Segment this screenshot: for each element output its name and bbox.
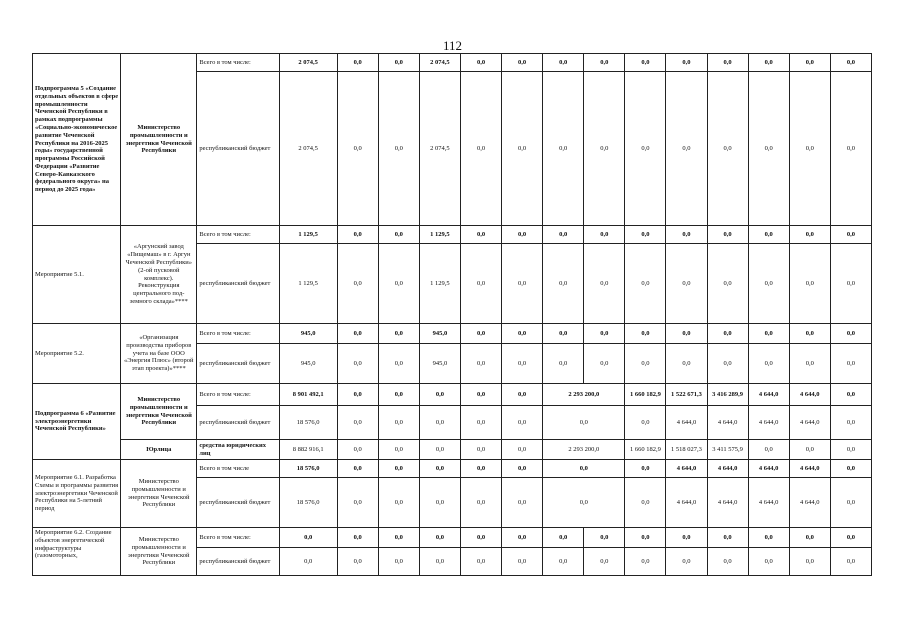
amount-cell: 0,0 [337,244,378,324]
amount-cell: 0,0 [460,324,501,344]
amount-cell: 0,0 [502,548,543,576]
amount-cell: 3 416 289,9 [707,384,748,406]
amount-cell: 0,0 [502,460,543,478]
amount-cell: 0,0 [460,406,501,440]
amount-cell: 0,0 [460,226,501,244]
amount-cell: 0,0 [543,478,625,528]
source-label: республиканский бюджет [197,406,279,440]
amount-cell: 1 522 671,3 [666,384,707,406]
amount-cell: 0,0 [502,226,543,244]
amount-cell: 0,0 [543,324,584,344]
amount-cell: 0,0 [460,384,501,406]
amount-cell: 945,0 [419,324,460,344]
table-row [33,384,872,406]
amount-cell: 0,0 [625,72,666,226]
amount-cell: 0,0 [543,528,584,548]
amount-cell: 0,0 [707,54,748,72]
amount-cell: 0,0 [337,406,378,440]
amount-cell: 0,0 [584,344,625,384]
table-row [33,324,872,344]
amount-cell: 3 411 575,9 [707,440,748,460]
amount-cell: 0,0 [543,72,584,226]
source-label: средства юридических лиц [197,440,279,460]
amount-cell: 0,0 [337,72,378,226]
amount-cell: 0,0 [707,344,748,384]
table-row [33,440,872,460]
amount-cell: 4 644,0 [666,478,707,528]
amount-cell: 1 660 182,9 [625,384,666,406]
amount-cell: 0,0 [625,54,666,72]
activity-6-1-responsible: Министерство промышленности и энергетики Чеченской Республики [121,460,197,528]
amount-cell: 0,0 [543,344,584,384]
amount-cell: 0,0 [748,440,789,460]
amount-cell: 18 576,0 [279,478,337,528]
source-label: республиканский бюджет [197,548,279,576]
amount-cell: 0,0 [625,548,666,576]
amount-cell: 0,0 [543,226,584,244]
amount-cell: 1 129,5 [419,244,460,324]
table-row [33,54,872,72]
amount-cell: 0,0 [830,244,871,324]
amount-cell: 0,0 [789,344,830,384]
amount-cell: 1 129,5 [279,226,337,244]
activity-5-2-object: «Организация производства приборов учета на базе ООО «Энергия Плюс» (второй этап проекта)»**** [121,324,197,384]
amount-cell: 0,0 [378,54,419,72]
amount-cell: 0,0 [748,72,789,226]
amount-cell: 0,0 [748,244,789,324]
source-label: Всего в том числе: [197,54,279,72]
amount-cell: 0,0 [337,54,378,72]
amount-cell: 0,0 [789,72,830,226]
amount-cell: 0,0 [830,344,871,384]
source-label: Всего в том числе: [197,324,279,344]
amount-cell: 0,0 [419,384,460,406]
amount-cell: 0,0 [789,324,830,344]
source-label: республиканский бюджет [197,344,279,384]
amount-cell: 0,0 [625,460,666,478]
amount-cell: 18 576,0 [279,460,337,478]
amount-cell: 0,0 [666,324,707,344]
amount-cell: 0,0 [460,344,501,384]
amount-cell: 0,0 [378,384,419,406]
source-label: Всего в том числе: [197,528,279,548]
amount-cell: 4 644,0 [789,478,830,528]
amount-cell: 0,0 [584,226,625,244]
amount-cell: 0,0 [460,244,501,324]
amount-cell: 2 074,5 [279,72,337,226]
amount-cell: 0,0 [337,548,378,576]
amount-cell: 0,0 [460,460,501,478]
amount-cell: 0,0 [625,324,666,344]
amount-cell: 0,0 [830,54,871,72]
legal-entities-label: Юрлица [121,440,197,460]
amount-cell: 0,0 [584,324,625,344]
amount-cell: 0,0 [378,548,419,576]
amount-cell: 0,0 [419,528,460,548]
activity-5-1-name: Мероприятие 5.1. [33,226,121,324]
amount-cell: 8 901 492,1 [279,384,337,406]
amount-cell: 0,0 [337,344,378,384]
amount-cell: 4 644,0 [789,384,830,406]
amount-cell: 0,0 [378,344,419,384]
amount-cell: 0,0 [460,54,501,72]
source-label: республиканский бюджет [197,478,279,528]
amount-cell: 0,0 [543,406,625,440]
amount-cell: 0,0 [789,548,830,576]
amount-cell: 0,0 [378,478,419,528]
amount-cell: 2 074,5 [419,72,460,226]
amount-cell: 0,0 [830,406,871,440]
amount-cell: 0,0 [625,528,666,548]
source-label: республиканский бюджет [197,72,279,226]
amount-cell: 0,0 [584,244,625,324]
activity-6-1-name: Мероприятие 6.1. Разработка Схемы и программы развития электроэнергетики Чеченской Республики на 5-летний период [33,460,121,528]
amount-cell: 0,0 [666,344,707,384]
amount-cell: 0,0 [543,244,584,324]
amount-cell: 0,0 [789,244,830,324]
amount-cell: 2 293 200,0 [543,384,625,406]
amount-cell: 0,0 [460,478,501,528]
table-row [33,460,872,478]
amount-cell: 1 518 027,3 [666,440,707,460]
amount-cell: 0,0 [460,548,501,576]
amount-cell: 0,0 [748,324,789,344]
amount-cell: 0,0 [625,478,666,528]
amount-cell: 0,0 [337,226,378,244]
amount-cell: 2 074,5 [419,54,460,72]
source-label: Всего в том числе [197,460,279,478]
amount-cell: 0,0 [584,528,625,548]
amount-cell: 0,0 [707,226,748,244]
amount-cell: 0,0 [748,548,789,576]
amount-cell: 0,0 [789,440,830,460]
amount-cell: 0,0 [666,528,707,548]
amount-cell: 1 129,5 [419,226,460,244]
amount-cell: 0,0 [378,226,419,244]
amount-cell: 0,0 [378,406,419,440]
amount-cell: 0,0 [625,344,666,384]
amount-cell: 4 644,0 [707,478,748,528]
amount-cell: 0,0 [502,406,543,440]
amount-cell: 0,0 [830,460,871,478]
amount-cell: 0,0 [419,460,460,478]
amount-cell: 0,0 [666,548,707,576]
amount-cell: 0,0 [789,54,830,72]
amount-cell: 0,0 [337,324,378,344]
subprogram-6-responsible: Министерство промышленности и энергетики Чеченской Республики [121,384,197,440]
amount-cell: 4 644,0 [748,384,789,406]
amount-cell: 0,0 [830,440,871,460]
amount-cell: 0,0 [707,528,748,548]
amount-cell: 0,0 [378,72,419,226]
amount-cell: 0,0 [707,244,748,324]
amount-cell: 0,0 [543,460,625,478]
amount-cell: 0,0 [502,72,543,226]
source-label: Всего в том числе: [197,384,279,406]
amount-cell: 4 644,0 [666,406,707,440]
amount-cell: 0,0 [419,548,460,576]
amount-cell: 0,0 [830,548,871,576]
amount-cell: 18 576,0 [279,406,337,440]
amount-cell: 0,0 [830,384,871,406]
amount-cell: 0,0 [789,226,830,244]
amount-cell: 0,0 [378,528,419,548]
activity-5-1-object: «Аргунский завод «Пищемаш» в г. Аргун Чеченской Республики» (2-ой пусковой комплекс). Реконструкция центрального под-земного склада»**** [121,226,197,324]
amount-cell: 945,0 [279,324,337,344]
amount-cell: 0,0 [789,528,830,548]
amount-cell: 0,0 [502,244,543,324]
amount-cell: 0,0 [337,384,378,406]
amount-cell: 0,0 [419,440,460,460]
amount-cell: 0,0 [584,548,625,576]
amount-cell: 0,0 [748,344,789,384]
amount-cell: 0,0 [830,478,871,528]
amount-cell: 0,0 [830,528,871,548]
amount-cell: 0,0 [378,440,419,460]
amount-cell: 0,0 [419,406,460,440]
amount-cell: 0,0 [337,478,378,528]
amount-cell: 0,0 [830,226,871,244]
budget-table [32,53,872,576]
amount-cell: 1 660 182,9 [625,440,666,460]
amount-cell: 0,0 [460,72,501,226]
amount-cell: 0,0 [625,226,666,244]
amount-cell: 0,0 [502,324,543,344]
amount-cell: 4 644,0 [789,460,830,478]
amount-cell: 0,0 [707,548,748,576]
amount-cell: 0,0 [584,72,625,226]
amount-cell: 0,0 [625,406,666,440]
amount-cell: 0,0 [502,440,543,460]
amount-cell: 0,0 [279,528,337,548]
source-label: Всего в том числе: [197,226,279,244]
table-row [33,528,872,548]
activity-6-2-responsible: Министерство промышленности и энергетики Чеченской Республики [121,528,197,576]
amount-cell: 0,0 [748,226,789,244]
activity-5-2-name: Мероприятие 5.2. [33,324,121,384]
subprogram-5-responsible: Министерство промышленности и энергетики Чеченской Республики [121,54,197,226]
amount-cell: 0,0 [666,226,707,244]
amount-cell: 0,0 [707,72,748,226]
amount-cell: 0,0 [748,528,789,548]
amount-cell: 4 644,0 [748,406,789,440]
page-number: 112 [442,38,463,53]
activity-6-2-name: Мероприятие 6.2. Создание объектов энергетической инфраструктуры (газомоторных, [33,528,121,576]
amount-cell: 0,0 [543,548,584,576]
amount-cell: 0,0 [378,244,419,324]
amount-cell: 0,0 [460,528,501,548]
amount-cell: 4 644,0 [707,406,748,440]
subprogram-6-name: Подпрограмма 6 «Развитие электроэнергетики Чеченской Республики» [33,384,121,460]
amount-cell: 0,0 [460,440,501,460]
amount-cell: 0,0 [543,54,584,72]
amount-cell: 0,0 [502,478,543,528]
amount-cell: 0,0 [502,344,543,384]
amount-cell: 0,0 [502,54,543,72]
amount-cell: 0,0 [748,54,789,72]
subprogram-5-name: Подпрограмма 5 «Создание отдельных объектов в сфере промышленности Чеченской Республики в рамках подпрограммы «Социально-экономическое развитие Чеченской Республики на 2016-2025 годы» государственной программы Российской Федерации «Развитие Северо-Кавказского федерального округа» на период до 2025 года» [33,54,121,226]
amount-cell: 0,0 [707,324,748,344]
amount-cell: 0,0 [337,528,378,548]
amount-cell: 0,0 [666,244,707,324]
source-label: республиканский бюджет [197,244,279,324]
amount-cell: 0,0 [830,72,871,226]
amount-cell: 1 129,5 [279,244,337,324]
amount-cell: 0,0 [502,384,543,406]
amount-cell: 2 074,5 [279,54,337,72]
amount-cell: 8 882 916,1 [279,440,337,460]
amount-cell: 0,0 [666,72,707,226]
amount-cell: 945,0 [279,344,337,384]
amount-cell: 4 644,0 [748,478,789,528]
amount-cell: 4 644,0 [666,460,707,478]
amount-cell: 2 293 200,0 [543,440,625,460]
amount-cell: 4 644,0 [707,460,748,478]
amount-cell: 4 644,0 [748,460,789,478]
amount-cell: 0,0 [279,548,337,576]
amount-cell: 4 644,0 [789,406,830,440]
amount-cell: 0,0 [584,54,625,72]
amount-cell: 0,0 [337,460,378,478]
amount-cell: 0,0 [625,244,666,324]
amount-cell: 0,0 [378,460,419,478]
amount-cell: 0,0 [666,54,707,72]
table-row [33,226,872,244]
amount-cell: 0,0 [378,324,419,344]
amount-cell: 0,0 [830,324,871,344]
amount-cell: 0,0 [502,528,543,548]
amount-cell: 0,0 [419,478,460,528]
amount-cell: 945,0 [419,344,460,384]
amount-cell: 0,0 [337,440,378,460]
